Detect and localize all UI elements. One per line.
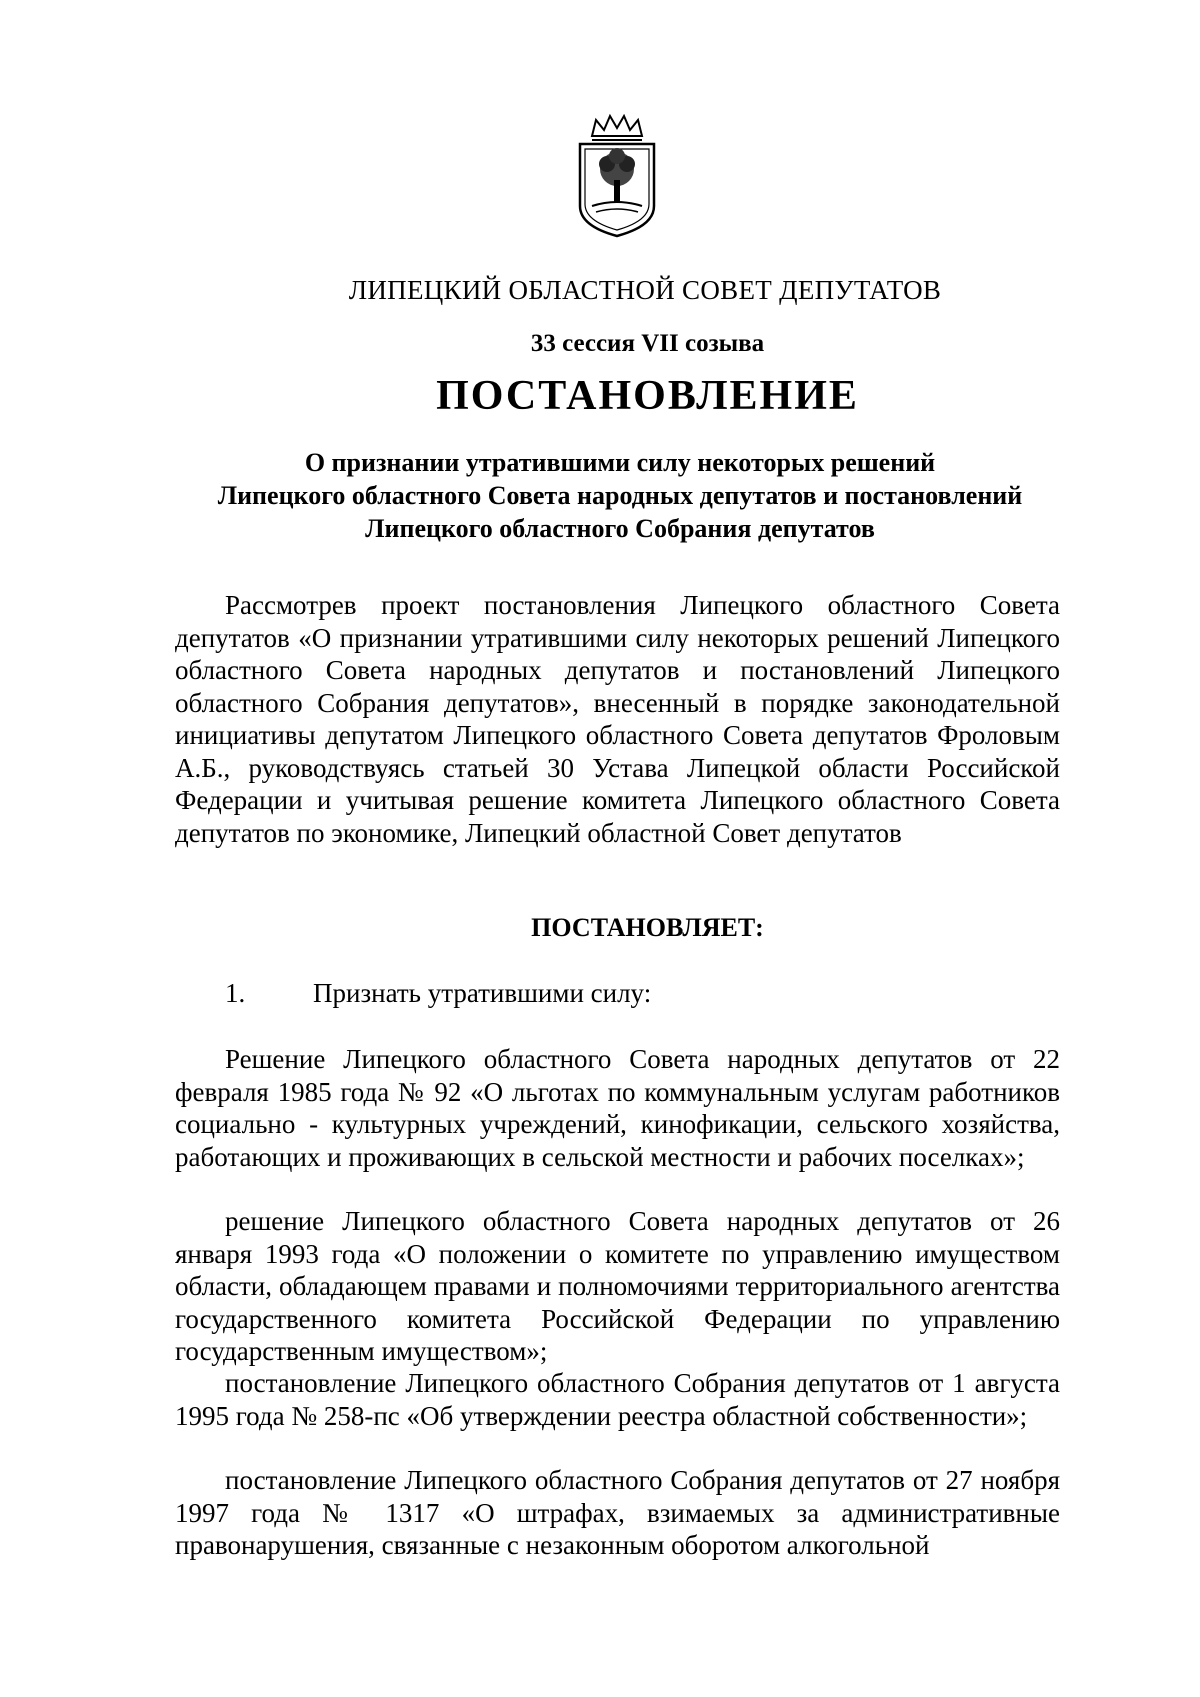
list-paragraph bbox=[175, 1205, 1060, 1368]
preamble-text: Рассмотрев проект постановления Липецкого областного Совета депутатов «О признании утратившими силу некоторых решений Липецкого областного Совета народных депутатов и постановлений Липецкого областного Собрания депутатов», внесенный в порядке законодательной инициативы депутатом Липецкого областного Совета депутатов Фроловым А.Б., руководствуясь статьей 30 Устава Липецкой области Российской Федерации и учитывая решение комитета Липецкого областного Совета депутатов по экономике, Липецкий областной Совет депутатов bbox=[175, 590, 1060, 848]
list-paragraph bbox=[175, 1043, 1060, 1173]
list-paragraph bbox=[175, 1464, 1060, 1562]
paragraph-text: постановление Липецкого областного Собрания депутатов от 27 ноября 1997 года № 1317 «О штрафах, взимаемых за административные правонарушения, связанные с незаконным оборотом алкогольной bbox=[175, 1465, 1060, 1560]
document-type-title: ПОСТАНОВЛЕНИЕ bbox=[436, 373, 859, 419]
coat-of-arms-emblem-icon bbox=[570, 114, 664, 242]
item-number: 1. bbox=[225, 978, 246, 1008]
decree-heading: ПОСТАНОВЛЯЕТ: bbox=[531, 913, 764, 942]
paragraph-text: постановление Липецкого областного Собрания депутатов от 1 августа 1995 года № 258-пс «Об утверждении реестра областной собственности»; bbox=[175, 1368, 1060, 1431]
item-text: Признать утратившими силу: bbox=[313, 978, 652, 1008]
preamble-paragraph bbox=[175, 589, 1060, 849]
document-subject bbox=[150, 446, 1090, 545]
list-item bbox=[225, 978, 651, 1009]
subject-line: Липецкого областного Собрания депутатов bbox=[365, 514, 875, 543]
list-paragraph bbox=[175, 1367, 1060, 1432]
paragraph-text: Решение Липецкого областного Совета народных депутатов от 22 февраля 1985 года № 92 «О льготах по коммунальным услугам работников социально - культурных учреждений, кинофикации, сельского хозяйства, работающих и проживающих в сельской местности и рабочих поселках»; bbox=[175, 1044, 1060, 1172]
session-info: 33 сессия VII созыва bbox=[530, 330, 765, 357]
paragraph-text: решение Липецкого областного Совета народных депутатов от 26 января 1993 года «О положении о комитете по управлению имуществом области, обладающем правами и полномочиями территориального агентства государственного комитета Российской Федерации по управлению государственным имуществом»; bbox=[175, 1206, 1060, 1366]
subject-line: О признании утратившими силу некоторых решений bbox=[304, 448, 936, 477]
subject-line: Липецкого областного Совета народных депутатов и постановлений bbox=[217, 481, 1023, 510]
organization-name: ЛИПЕЦКИЙ ОБЛАСТНОЙ СОВЕТ ДЕПУТАТОВ bbox=[348, 275, 942, 305]
